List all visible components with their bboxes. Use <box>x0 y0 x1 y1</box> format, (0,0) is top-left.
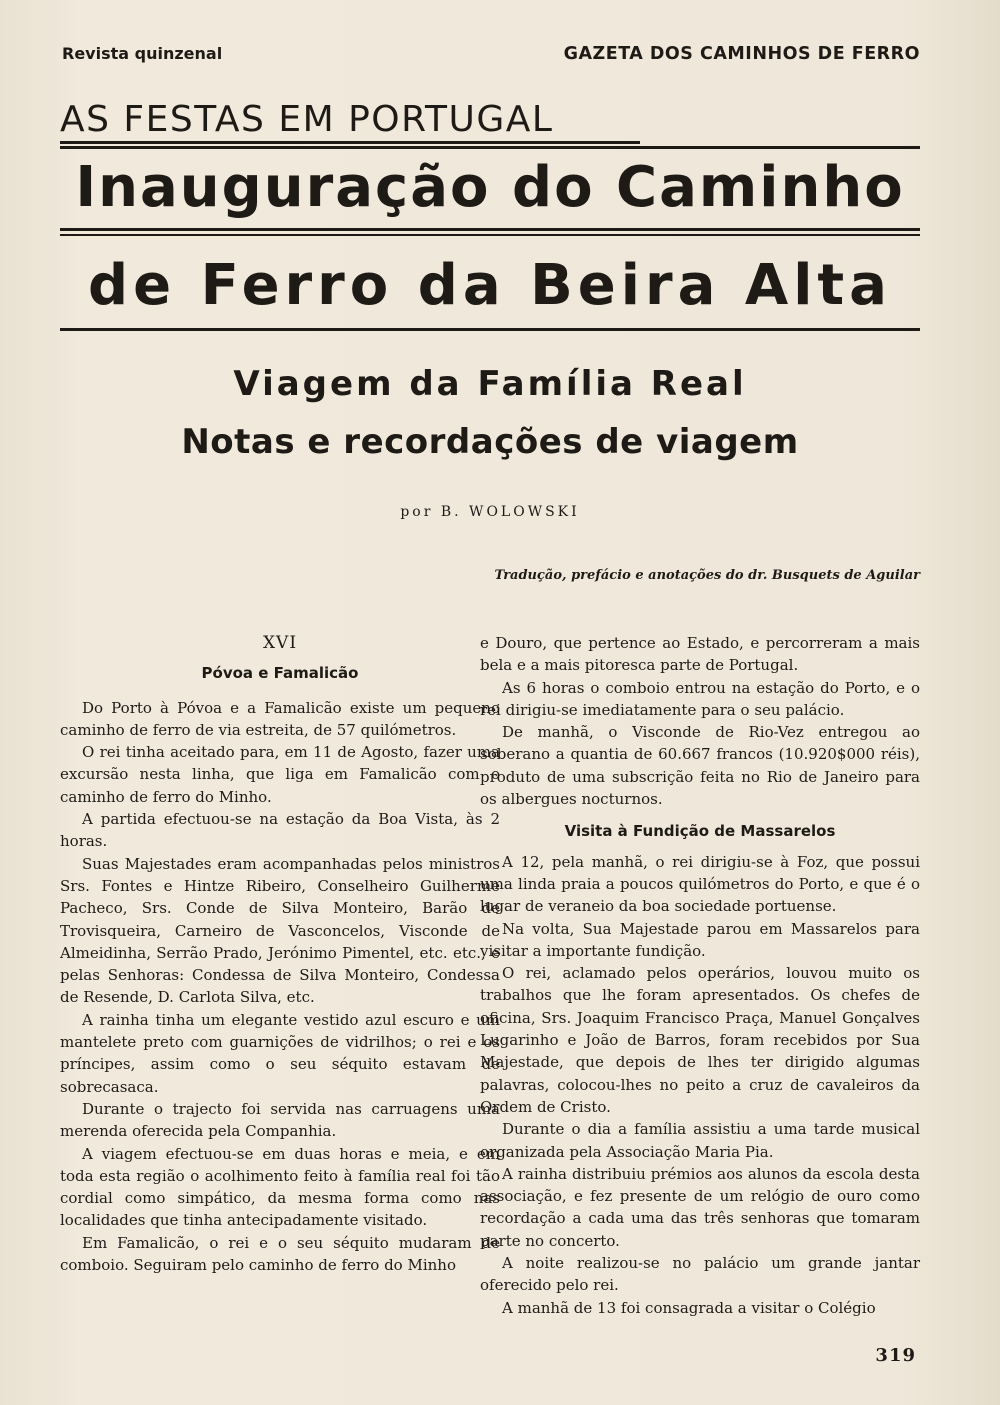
paragraph: Na volta, Sua Majestade parou em Massarelos para visitar a importante fundição. <box>480 919 920 960</box>
paragraph: A partida efectuou-se na estação da Boa Vista, às 2 horas. <box>60 810 500 851</box>
title-rule-mid-2 <box>60 234 920 236</box>
title-rule-mid-1 <box>60 228 920 231</box>
page-number: 319 <box>875 1345 916 1366</box>
title-rule-bottom <box>60 328 920 331</box>
paragraph: As 6 horas o comboio entrou na estação do Porto, e o rei dirigiu-se imediatamente para o seu palácio. <box>480 678 920 719</box>
paragraph: A viagem efectuou-se em duas horas e meia, e em toda esta região o acolhimento feito à família real foi tão cordial como simpático, da mesma forma como nas localidades que tinha antecipadamente visitado. <box>60 1144 500 1230</box>
paragraph: A manhã de 13 foi consagrada a visitar o Colégio <box>502 1298 876 1317</box>
title-line-2: de Ferro da Beira Alta <box>88 253 892 318</box>
paragraph: O rei, aclamado pelos operários, louvou muito os trabalhos que lhe foram apresentados. Os chefes de oficina, Srs. Joaquim Francisco Praça, Manuel Gonçalves Lugarinho e João de Barros, foram recebidos por Sua Majestade, que depois de lhes ter dirigido algumas palavras, colocou-lhes no peito a cruz de cavaleiros da Ordem de Cristo. <box>480 964 920 1116</box>
title-rule-top <box>60 146 920 149</box>
subtitle-line-2: Notas e recordações de viagem <box>181 422 799 462</box>
title-line-1: Inauguração do Caminho <box>75 155 905 220</box>
header-right: GAZETA DOS CAMINHOS DE FERRO <box>563 44 920 64</box>
subtitle-line-1: Viagem da Família Real <box>233 364 747 404</box>
translation-credit: Tradução, prefácio e anotações do dr. Busquets de Aguilar <box>494 568 920 583</box>
paragraph: Em Famalicão, o rei e o seu séquito mudaram de comboio. Seguiram pelo caminho de ferro do Minho <box>60 1233 500 1275</box>
supertitle: AS FESTAS EM PORTUGAL <box>60 100 640 144</box>
paragraph: A 12, pela manhã, o rei dirigiu-se à Foz, que possui uma linda praia a poucos quilómetros do Porto, e que é o lugar de veraneio da boa sociedade portuense. <box>480 852 920 916</box>
paragraph: A noite realizou-se no palácio um grande jantar oferecido pelo rei. <box>480 1254 920 1295</box>
paragraph: A rainha distribuiu prémios aos alunos da escola desta associação, e fez presente de um relógio de ouro como recordação a cada uma das três senhoras que tomaram parte no concerto. <box>480 1164 920 1250</box>
paragraph: O rei tinha aceitado para, em 11 de Agosto, fazer uma excursão nesta linha, que liga em Famalicão com o caminho de ferro do Minho. <box>60 743 500 806</box>
paragraph: De manhã, o Visconde de Rio-Vez entregou ao soberano a quantia de 60.667 francos (10.920$000 réis), produto de uma subscrição feita no Rio de Janeiro para os albergues nocturnos. <box>480 723 920 809</box>
paragraph: Do Porto à Póvoa e a Famalicão existe um pequeno caminho de ferro de via estreita, de 57 quilómetros. <box>60 698 500 739</box>
left-column <box>60 632 500 1276</box>
paragraph: Durante o dia a família assistiu a uma tarde musical organizada pela Associação Maria Pia. <box>480 1120 920 1161</box>
paragraph: A rainha tinha um elegante vestido azul escuro e um mantelete preto com guarnições de vidrilhos; o rei e os príncipes, assim como o seu séquito estavam de sobrecasaca. <box>60 1010 500 1096</box>
paragraph: Suas Majestades eram acompanhadas pelos ministros Srs. Fontes e Hintze Ribeiro, Conselheiro Guilherme Pacheco, Srs. Conde de Silva Monteiro, Barão de Trovisqueira, Carneiro de Vasconcelos, Visconde de Almeidinha, Serrão Prado, Jerónimo Pimentel, etc. etc., e pelas Senhoras: Condessa de Silva Monteiro, Condessa de Resende, D. Carlota Silva, etc. <box>60 854 500 1007</box>
section-heading: Visita à Fundição de Massarelos <box>564 822 836 841</box>
section-heading: Póvoa e Famalicão <box>201 664 359 683</box>
header-left: Revista quinzenal <box>62 44 223 63</box>
chapter-number: XVI <box>262 633 298 653</box>
byline: por B. WOLOWSKI <box>400 504 580 520</box>
paragraph: e Douro, que pertence ao Estado, e percorreram a mais bela e a mais pitoresca parte de Portugal. <box>480 634 920 675</box>
right-column <box>480 632 920 1319</box>
paragraph: Durante o trajecto foi servida nas carruagens uma merenda oferecida pela Companhia. <box>60 1099 500 1141</box>
